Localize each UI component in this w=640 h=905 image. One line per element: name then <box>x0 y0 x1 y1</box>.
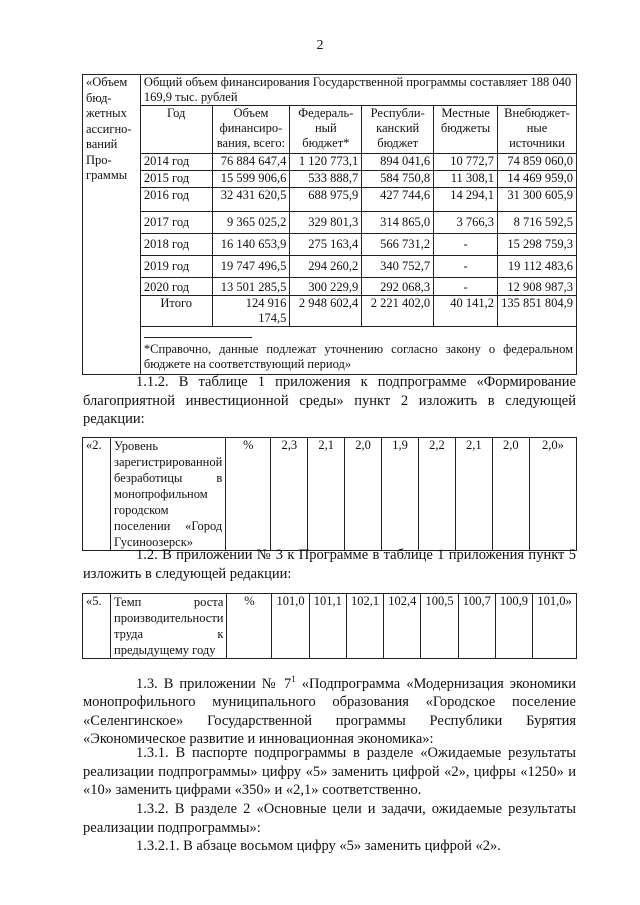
item-number: «2. <box>83 438 111 551</box>
footnote-cell <box>140 327 576 375</box>
side-label-cell <box>83 75 141 375</box>
table-row: 2017 год 9 365 025,2 329 801,3 314 865,0 3 766,3 8 716 592,5 <box>83 212 577 234</box>
paragraph-1-3 <box>83 670 576 749</box>
indicator-label: Темп роста производительности труда к предыдущему году <box>111 594 227 659</box>
side-label-line: ваний <box>86 137 118 151</box>
side-label-line: ассигно- <box>86 121 132 136</box>
header-local: Местные бюджеты <box>434 106 498 154</box>
indicator-value: 102,4 <box>384 594 421 659</box>
indicator-value: 101,0» <box>533 594 577 659</box>
paragraph-1-2: 1.2. В приложении № 3 к Программе в таблице 1 приложения пункт 5 изложить в следующей редакции: <box>83 547 576 582</box>
table-row: 2020 год 13 501 285,5 300 229,9 292 068,3 - 12 908 987,3 <box>83 278 577 296</box>
indicator-value: 100,5 <box>421 594 458 659</box>
side-label-line: граммы <box>86 168 128 182</box>
footnote-text: *Справочно, данные подлежат уточнению согласно закону о федеральном бюджете на соответствующий период» <box>143 342 573 371</box>
side-label-line: Про- <box>86 152 112 167</box>
indicator-value: 100,9 <box>495 594 532 659</box>
table-row: 2019 год 19 747 496,5 294 260,2 340 752,7 - 19 112 483,6 <box>83 256 577 278</box>
table-row: 2014 год 76 884 647,4 1 120 773,1 894 041,6 10 772,7 74 859 060,0 <box>83 154 577 171</box>
paragraph-1-3-2-1: 1.3.2.1. В абзаце восьмом цифру «5» заменить цифрой «2». <box>136 838 501 854</box>
header-republic: Республи-канский бюджет <box>362 106 434 154</box>
table-row: 2018 год 16 140 653,9 275 163,4 566 731,2 - 15 298 759,3 <box>83 234 577 256</box>
header-year: Год <box>140 106 212 154</box>
side-label-line: «Объем <box>86 75 128 89</box>
indicator-table-item-2 <box>82 437 577 551</box>
indicator-value: 2,0 <box>492 438 529 551</box>
footnote-separator <box>144 337 252 338</box>
indicator-table-item-5 <box>82 593 577 659</box>
paragraph-1-3-1: 1.3.1. В паспорте подпрограммы в разделе «Ожидаемые результаты реализации подпрограммы» цифру «5» заменить цифрой «2», цифры «1250» и «10» заменить цифрами «350» и «2,1» соответственно. <box>83 745 576 798</box>
indicator-value: 102,1 <box>346 594 383 659</box>
item-number: «5. <box>83 594 111 659</box>
indicator-value: 2,0 <box>345 438 382 551</box>
indicator-value: 2,2 <box>418 438 455 551</box>
table-row: 2016 год 32 431 620,5 688 975,9 427 744,6 14 294,1 31 300 605,9 <box>83 188 577 212</box>
paragraph-1-1-2: 1.1.2. В таблице 1 приложения к подпрограмме «Формирование благоприятной инвестиционной среды» пункт 2 изложить в следующей редакции: <box>83 374 576 427</box>
paragraph-1-3-end: «Подпрограмма «Модернизация экономики монопрофильного муниципального образования «Городское поселение «Селенгинское» Государственной программы Республики Бурятия «Экономическое развитие и инновационная экономика»: <box>83 675 576 748</box>
side-label-line: бюд- <box>86 90 112 105</box>
header-federal: Федераль-ный бюджет* <box>290 106 362 154</box>
table-row-total: Итого 124 916 174,5 2 948 602,4 2 221 402,0 40 141,2 135 851 804,9 <box>83 296 577 327</box>
indicator-value: 2,1 <box>455 438 492 551</box>
indicator-label: Уровень зарегистрированной безработицы в монопрофильном городском поселении «Город Гусиноозерск» <box>111 438 226 551</box>
indicator-unit: % <box>227 594 272 659</box>
indicator-unit: % <box>226 438 271 551</box>
page-number: 2 <box>316 38 324 53</box>
header-total: Объем финансиро-вания, всего: <box>212 106 290 154</box>
header-extrabudget: Внебюджет-ные источники <box>498 106 577 154</box>
paragraph-1-3-start: 1.3. В приложении № 7 <box>136 675 292 692</box>
side-label-line: жетных <box>86 106 127 120</box>
indicator-value: 2,3 <box>271 438 308 551</box>
indicator-value: 2,1 <box>308 438 345 551</box>
paragraph-1-3-superscript: 1 <box>291 674 296 684</box>
indicator-value: 1,9 <box>382 438 419 551</box>
table-row: 2015 год 15 599 906,6 533 888,7 584 750,8 11 308,1 14 469 959,0 <box>83 171 577 188</box>
indicator-value: 2,0» <box>529 438 576 551</box>
indicator-value: 101,1 <box>309 594 346 659</box>
indicator-value: 100,7 <box>458 594 495 659</box>
financing-table <box>82 74 577 375</box>
financing-summary: Общий объем финансирования Государственной программы составляет 188 040 169,9 тыс. рублей <box>140 75 576 106</box>
indicator-value: 101,0 <box>272 594 309 659</box>
paragraph-1-3-2: 1.3.2. В разделе 2 «Основные цели и задачи, ожидаемые результаты реализации подпрограммы»: <box>83 801 576 836</box>
